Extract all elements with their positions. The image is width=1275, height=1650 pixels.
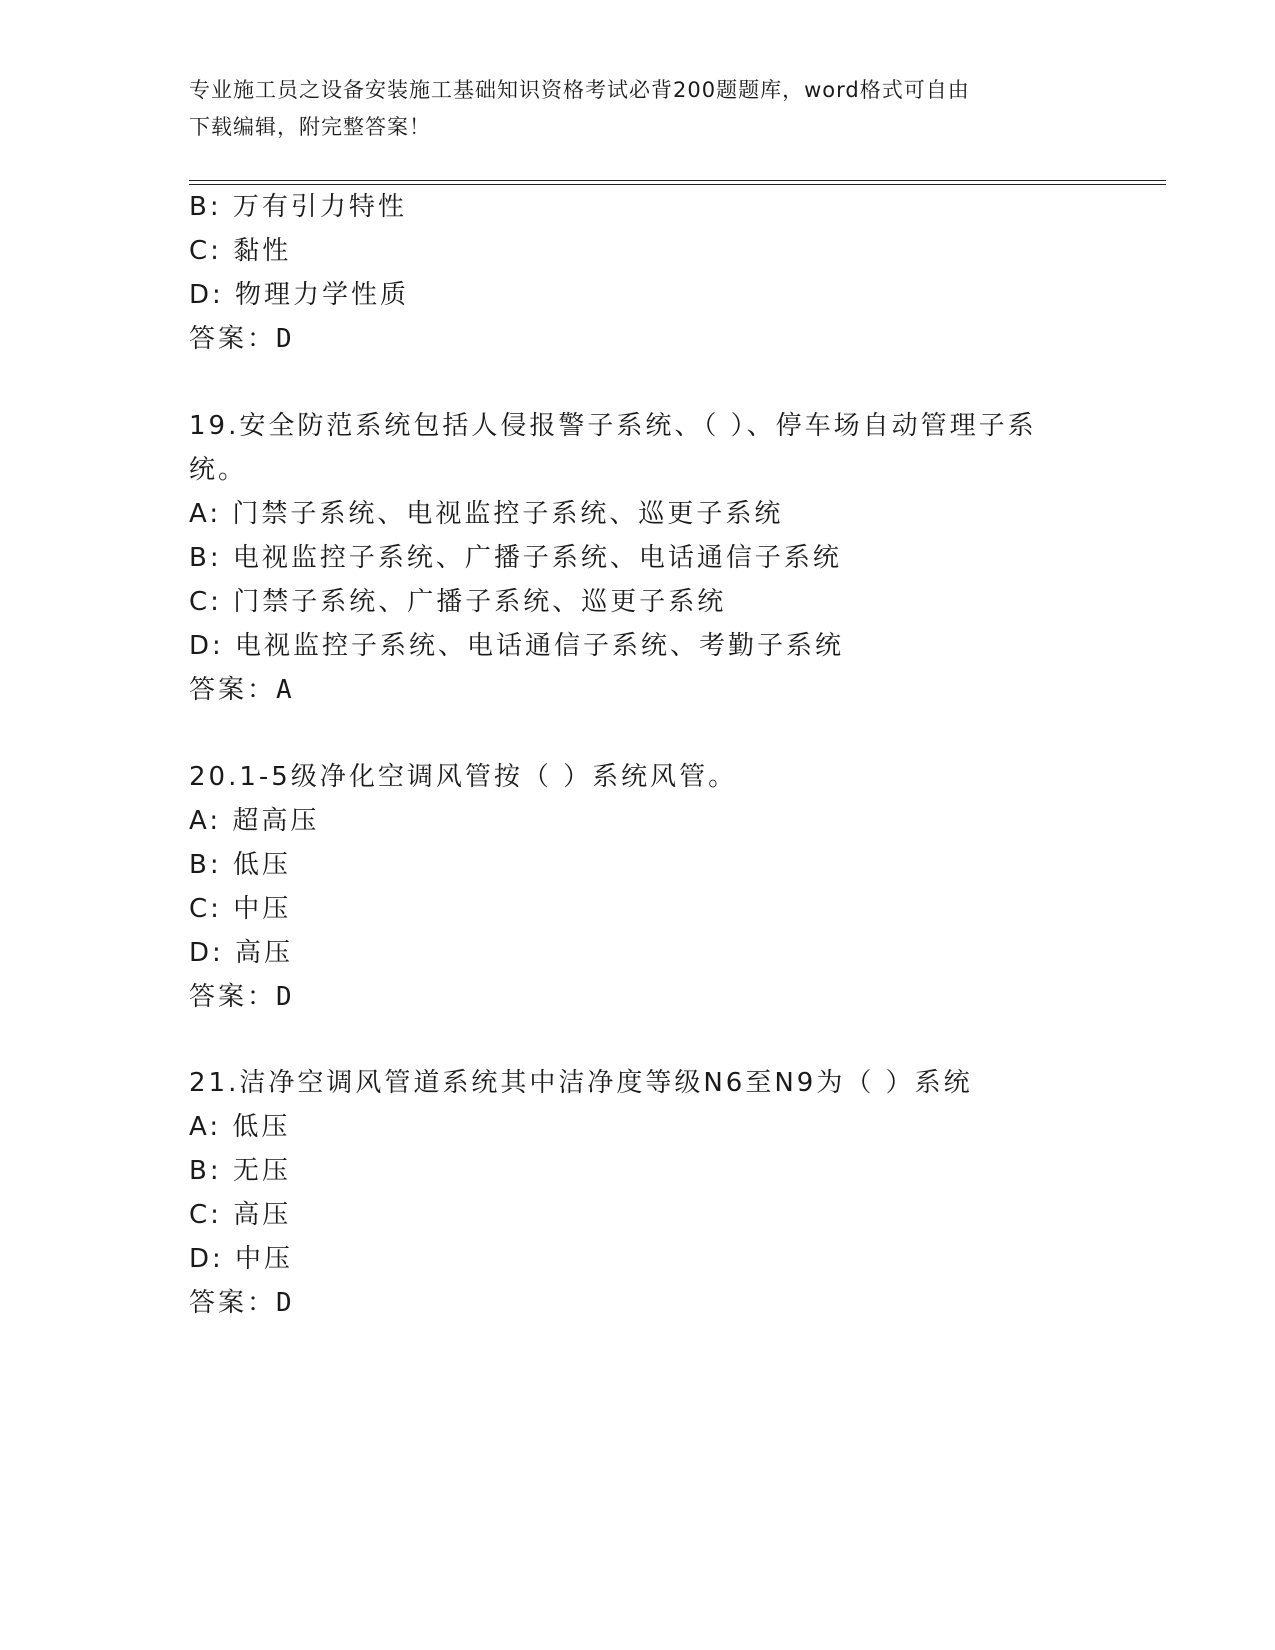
option-b: B: 万有引力特性: [189, 192, 407, 222]
header-divider-top: [189, 180, 1166, 181]
option-d: D: 高压: [189, 938, 294, 968]
header-line-1: 专业施工员之设备安装施工基础知识资格考试必背200题题库，word格式可自由: [189, 78, 970, 102]
option-d: D: 中压: [189, 1244, 294, 1274]
option-d: D: 物理力学性质: [189, 280, 410, 310]
question-19-stem-continued: 统。: [189, 455, 248, 485]
answer-line: 答案：D: [189, 982, 293, 1012]
answer-line: 答案：D: [189, 1288, 293, 1318]
option-d: D: 电视监控子系统、电话通信子系统、考勤子系统: [189, 631, 845, 661]
option-b: B: 无压: [189, 1156, 291, 1186]
question-19-stem: 19.安全防范系统包括人侵报警子系统、（ ）、停车场自动管理子系: [189, 411, 1037, 441]
header-divider-bottom: [189, 184, 1166, 185]
option-a: A: 超高压: [189, 806, 320, 836]
option-a: A: 低压: [189, 1112, 291, 1142]
option-c: C: 黏性: [189, 236, 292, 266]
answer-line: 答案：D: [189, 324, 293, 354]
document-header: [189, 72, 1069, 146]
option-c: C: 中压: [189, 894, 292, 924]
answer-line: 答案：A: [189, 675, 293, 705]
option-a: A: 门禁子系统、电视监控子系统、巡更子系统: [189, 499, 784, 529]
option-b: B: 低压: [189, 850, 291, 880]
option-c: C: 高压: [189, 1200, 292, 1230]
header-line-2: 下载编辑，附完整答案！: [189, 115, 431, 139]
option-c: C: 门禁子系统、广播子系统、巡更子系统: [189, 587, 727, 617]
option-b: B: 电视监控子系统、广播子系统、电话通信子系统: [189, 543, 842, 573]
question-21-stem: 21.洁净空调风管道系统其中洁净度等级N6至N9为（ ）系统: [189, 1068, 973, 1098]
question-20-stem: 20.1-5级净化空调风管按（ ）系统风管。: [189, 762, 738, 792]
